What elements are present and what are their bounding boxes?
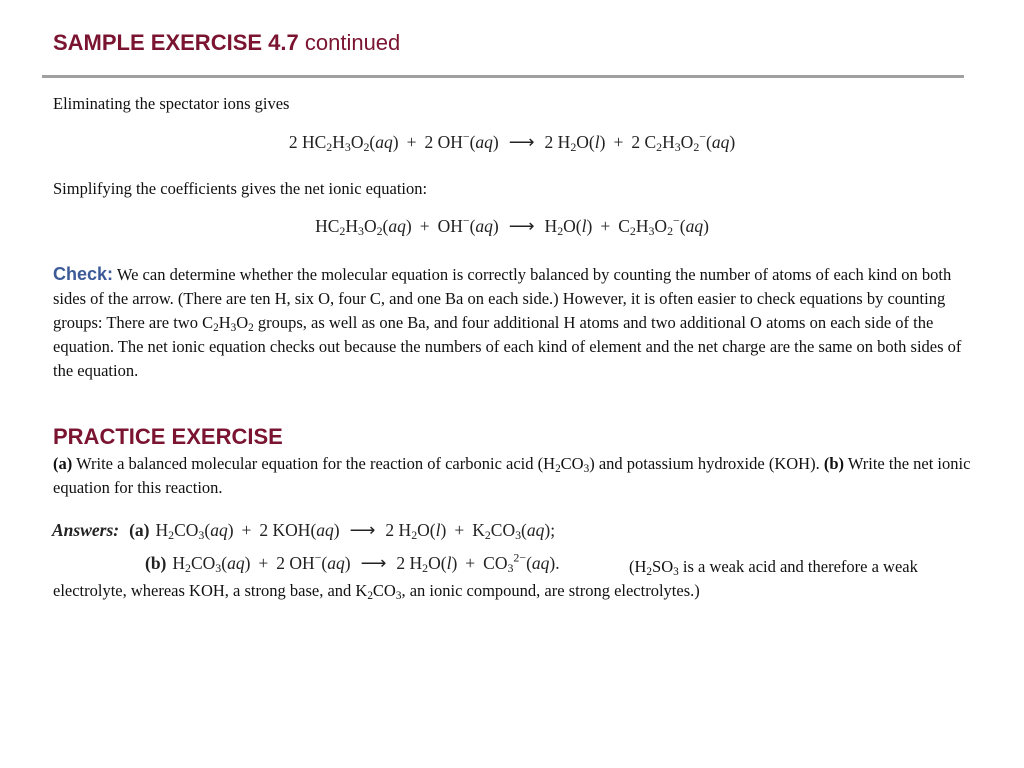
equation-spectator-removed: 2 $HC_2H_3O_2(aq) + 2$ OH−(aq) ⟶ 2 $H_2O(l) + 2$ $C_2H_3O_2^-(aq)$ xyxy=(288,129,736,154)
simplify-text: Simplifying the coefficients gives the net ionic equation: xyxy=(53,179,428,198)
answer-b: (b) $H_2CO_3(aq) + 2$ OH−(aq) ⟶ 2 $H_2O(l) + CO_3^{2-}(aq)$. xyxy=(145,550,560,575)
title-divider xyxy=(42,75,964,78)
answer-note: ($H_2SO_3$ is a weak acid and therefore a weak electrolyte, whereas KOH, a strong base, and $K_2CO_3$, an ionic compound, are strong electrolytes.) xyxy=(53,557,918,602)
answer-a: Answers: (a) $H_2CO_3(aq) + 2$ KOH(aq) ⟶ 2 $H_2O(l) + K_2CO_3(aq)$; xyxy=(52,520,556,542)
page-title: SAMPLE EXERCISE 4.7 continued xyxy=(53,30,401,55)
answers-label: Answers: xyxy=(52,520,120,540)
intro-text: Eliminating the spectator ions gives xyxy=(53,94,290,113)
practice-question: (a) Write a balanced molecular equation for the reaction of carbonic acid $(H_2CO_3)$ and potassium hydroxide (KOH). (b) Write the net ionic equation for this reaction. xyxy=(53,454,971,497)
practice-heading: PRACTICE EXERCISE xyxy=(53,424,283,449)
check-label: Check: xyxy=(53,264,114,284)
net-ionic-equation: $HC_2H_3O_2(aq) + OH^-(aq)$ ⟶ $H_2O(l) + C_2H_3O_2^-(aq)$ xyxy=(315,213,709,238)
check-paragraph: Check: We can determine whether the molecular equation is correctly balanced by counting the number of atoms of each kind on both sides of the arrow. (There are ten H, six O, four C, and one Ba on each side.) However, it is often easier to check equations by counting groups: There are two $C_2H_3O_2$ groups, as well as one Ba, and four additional H atoms and two additional O atoms on each side of the equation. The net ionic equation checks out because the numbers of each kind of element and the net charge are the same on both sides of the equation. xyxy=(53,264,962,380)
